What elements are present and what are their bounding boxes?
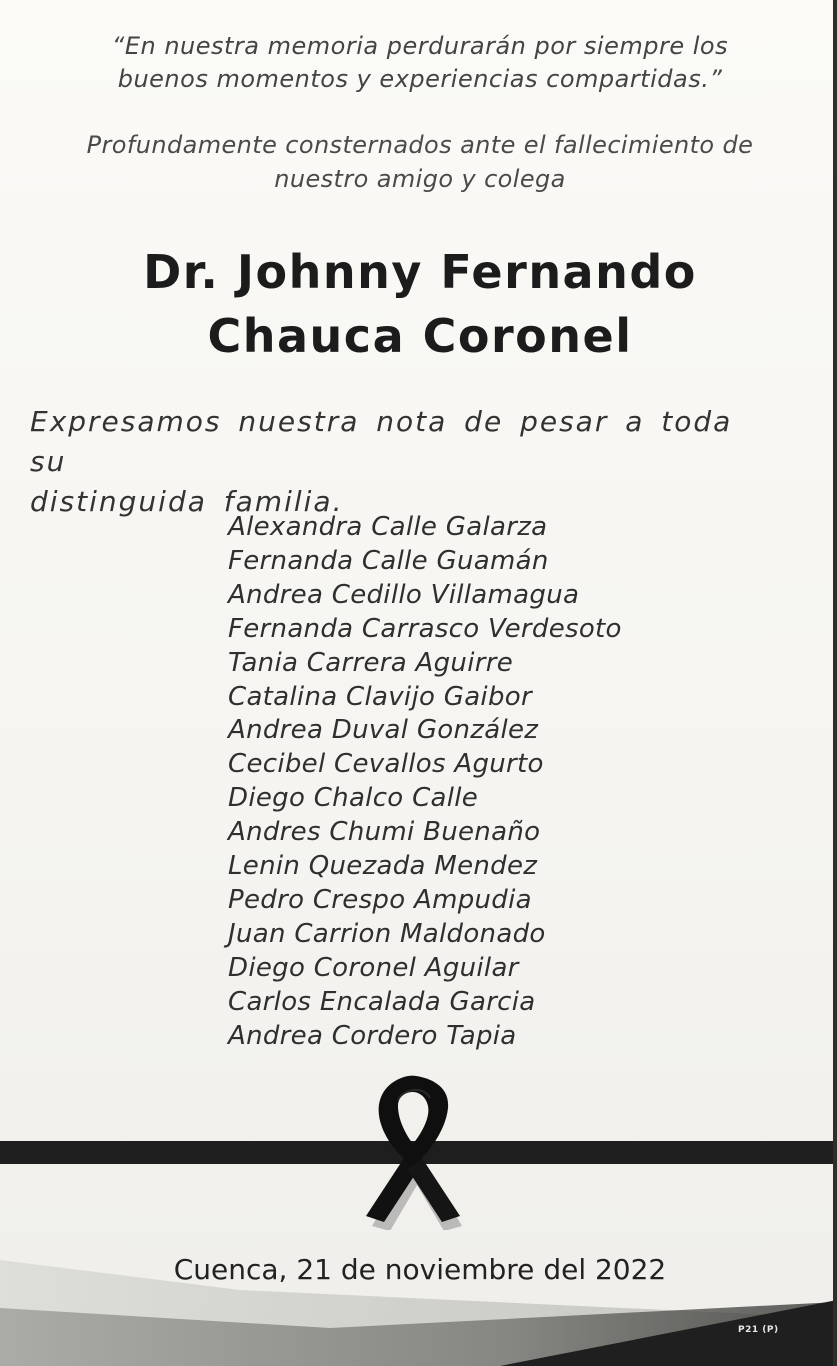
page-edge <box>833 0 837 1366</box>
print-code: P21 (P) <box>738 1325 779 1335</box>
signatory-name: Andres Chumi Buenaño <box>228 817 541 848</box>
deceased-name-line-2: Chauca Coronel <box>207 309 633 363</box>
signatory-name: Andrea Cedillo Villamagua <box>228 579 580 610</box>
signatory-name: Carlos Encalada Garcia <box>228 986 536 1017</box>
quote-line-2: buenos momentos y experiencias compartidas.” <box>117 65 723 93</box>
quote-line-1: “En nuestra memoria perdurarán por siempre los <box>111 32 729 60</box>
signatory-name: Fernanda Carrasco Verdesoto <box>228 613 622 644</box>
signatory-name: Tania Carrera Aguirre <box>228 647 513 678</box>
message-line-1: Expresamos nuestra nota de pesar a toda su <box>30 405 733 478</box>
date-line: Cuenca, 21 de noviembre del 2022 <box>173 1253 667 1286</box>
signatory-name: Catalina Clavijo Gaibor <box>228 681 532 712</box>
intro-line-2: nuestro amigo y colega <box>274 165 566 193</box>
signatory-name: Diego Chalco Calle <box>228 783 479 814</box>
signatory-name: Fernanda Calle Guamán <box>228 545 549 576</box>
signatory-name: Alexandra Calle Galarza <box>228 512 548 542</box>
message-line-2: distinguida familia. <box>30 485 344 518</box>
intro-line-1: Profundamente consternados ante el fallecimiento de <box>86 131 754 159</box>
signatory-name: Lenin Quezada Mendez <box>228 851 538 882</box>
memorial-quote <box>40 30 800 96</box>
signatory-name: Andrea Duval González <box>228 715 539 746</box>
signatory-name: Andrea Cordero Tapia <box>228 1020 517 1051</box>
mourning-ribbon-icon <box>358 1070 468 1230</box>
signatories-list <box>228 511 622 1054</box>
signatory-name: Juan Carrion Maldonado <box>228 918 546 949</box>
signatory-name: Diego Coronel Aguilar <box>228 952 519 983</box>
deceased-name-line-1: Dr. Johnny Fernando <box>143 245 697 299</box>
signatory-name: Cecibel Cevallos Agurto <box>228 749 544 780</box>
condolence-intro <box>20 128 820 196</box>
signatory-name: Pedro Crespo Ampudia <box>228 884 532 915</box>
condolence-message <box>30 402 780 522</box>
deceased-name <box>20 240 820 368</box>
